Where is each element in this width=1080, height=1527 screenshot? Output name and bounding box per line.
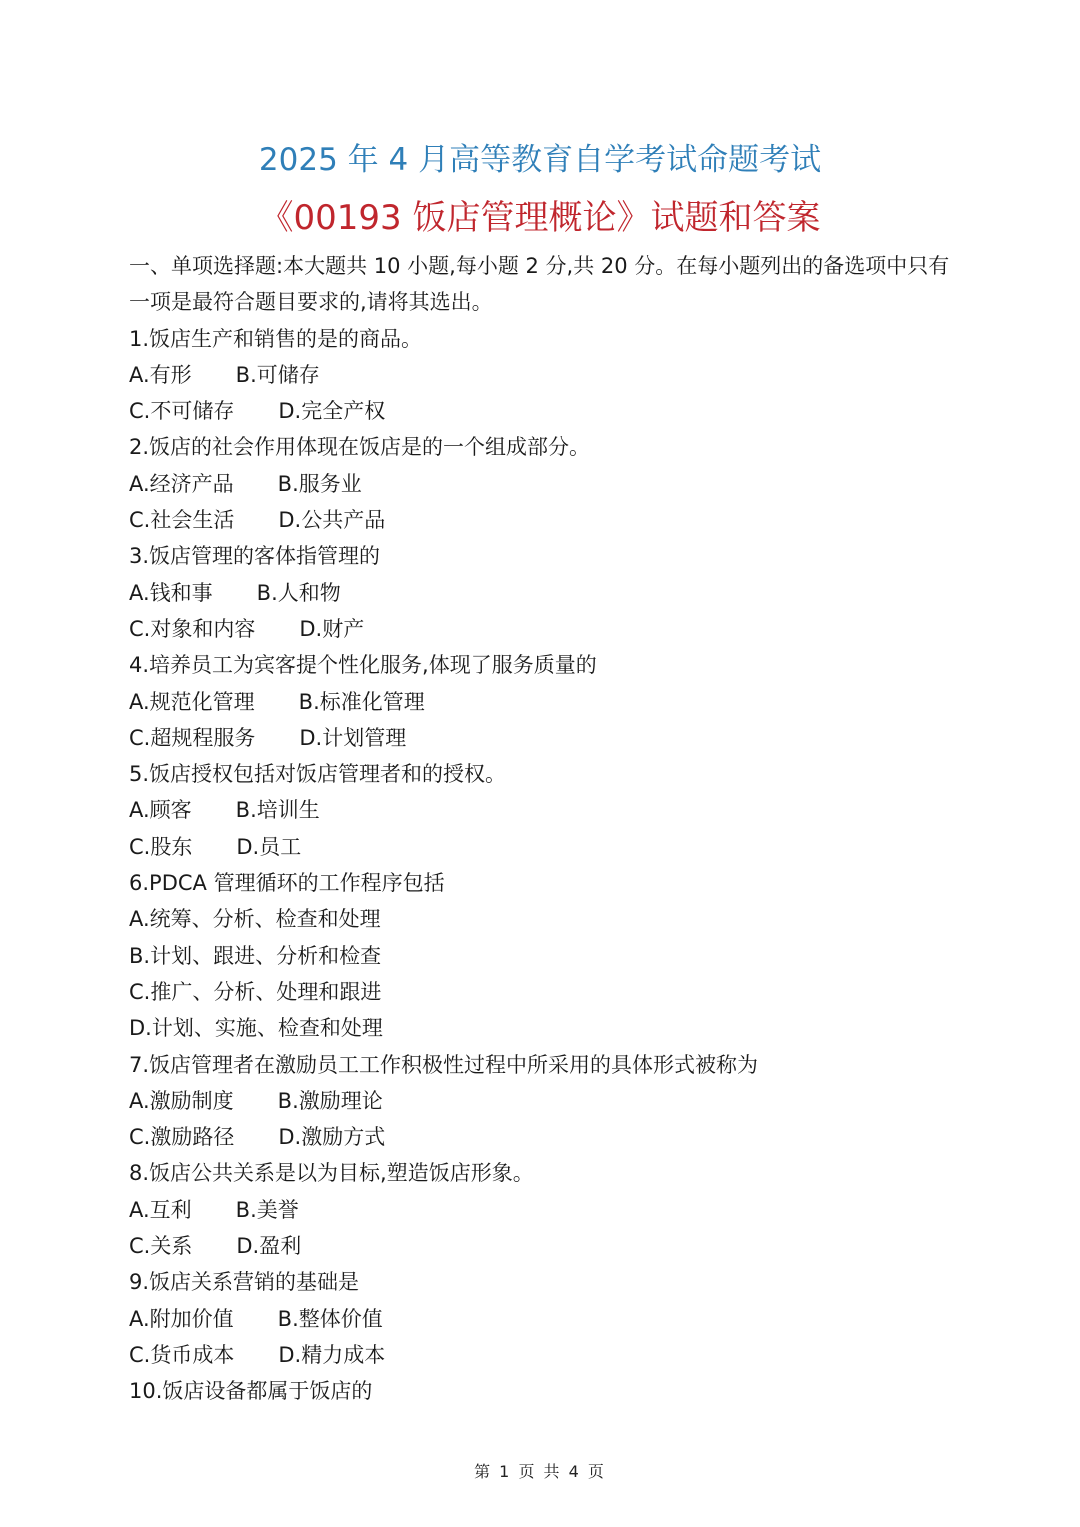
question-stem: 4.培养员工为宾客提个性化服务,体现了服务质量的 — [129, 653, 597, 678]
option-row — [129, 974, 959, 1010]
option-row — [129, 466, 959, 502]
question-stem: 1.饭店生产和销售的是的商品。 — [129, 326, 423, 351]
option-row — [129, 502, 959, 538]
option: C.超规程服务 — [129, 725, 256, 750]
option: A.互利 — [129, 1197, 192, 1222]
option: B.计划、跟进、分析和检查 — [129, 943, 382, 968]
option: D.完全产权 — [278, 399, 386, 424]
option: D.精力成本 — [278, 1342, 386, 1367]
option: A.钱和事 — [129, 580, 213, 605]
option-row — [129, 1010, 959, 1046]
option: A.经济产品 — [129, 471, 234, 496]
option-row — [129, 611, 959, 647]
option-row — [129, 575, 959, 611]
exam-title: 2025 年 4 月高等教育自学考试命题考试 — [258, 142, 822, 178]
question-stem: 6.PDCA 管理循环的工作程序包括 — [129, 871, 445, 896]
option-row — [129, 1301, 959, 1337]
option: B.美誉 — [235, 1197, 299, 1222]
option: C.对象和内容 — [129, 616, 256, 641]
question-stem: 7.饭店管理者在激励员工工作积极性过程中所采用的具体形式被称为 — [129, 1052, 759, 1077]
option: B.可储存 — [235, 362, 320, 387]
option: D.公共产品 — [278, 508, 386, 533]
question-stem: 10.饭店设备都属于饭店的 — [129, 1379, 373, 1404]
question-stem: 5.饭店授权包括对饭店管理者和的授权。 — [129, 762, 507, 787]
option-row — [129, 829, 959, 865]
exam-subtitle: 《00193 饭店管理概论》试题和答案 — [259, 198, 821, 238]
question-stem: 9.饭店关系营销的基础是 — [129, 1270, 360, 1295]
option: C.货币成本 — [129, 1342, 235, 1367]
section-instruction-line2: 一项是最符合题目要求的,请将其选出。 — [129, 290, 493, 315]
option: B.整体价值 — [277, 1306, 383, 1331]
question-stem: 2.饭店的社会作用体现在饭店是的一个组成部分。 — [129, 435, 591, 460]
question-list — [129, 321, 959, 1410]
option: A.规范化管理 — [129, 689, 255, 714]
option: B.激励理论 — [277, 1088, 383, 1113]
question-content — [129, 248, 959, 1410]
option-row — [129, 792, 959, 828]
option-row — [129, 357, 959, 393]
option: D.盈利 — [236, 1234, 302, 1259]
option-row — [129, 1337, 959, 1373]
option: A.顾客 — [129, 798, 192, 823]
section-instruction-line1: 一、单项选择题:本大题共 10 小题,每小题 2 分,共 20 分。在每小题列出的备选项中只有 — [129, 254, 950, 278]
option: C.社会生活 — [129, 508, 235, 533]
option-row — [129, 1083, 959, 1119]
option: A.有形 — [129, 362, 192, 387]
question-stem: 3.饭店管理的客体指管理的 — [129, 544, 381, 569]
option: D.财产 — [299, 616, 365, 641]
option: D.计划管理 — [299, 725, 407, 750]
option: B.标准化管理 — [298, 689, 425, 714]
option-row — [129, 938, 959, 974]
option: A.附加价值 — [129, 1306, 234, 1331]
option-row — [129, 1119, 959, 1155]
option: B.培训生 — [235, 798, 320, 823]
option: C.股东 — [129, 834, 193, 859]
page-number: 第 1 页 共 4 页 — [474, 1462, 606, 1481]
question-stem: 8.饭店公共关系是以为目标,塑造饭店形象。 — [129, 1161, 534, 1186]
option: B.人和物 — [256, 580, 341, 605]
option: A.激励制度 — [129, 1088, 234, 1113]
option: C.关系 — [129, 1234, 193, 1259]
option: D.员工 — [236, 834, 302, 859]
option: C.不可储存 — [129, 399, 235, 424]
option: D.激励方式 — [278, 1125, 386, 1150]
option-row — [129, 720, 959, 756]
option-row — [129, 901, 959, 937]
option-row — [129, 1192, 959, 1228]
option: D.计划、实施、检查和处理 — [129, 1016, 383, 1041]
option-row — [129, 684, 959, 720]
option: C.激励路径 — [129, 1125, 235, 1150]
option: C.推广、分析、处理和跟进 — [129, 979, 382, 1004]
option: B.服务业 — [277, 471, 362, 496]
option-row — [129, 1228, 959, 1264]
option: A.统筹、分析、检查和处理 — [129, 907, 381, 932]
option-row — [129, 393, 959, 429]
